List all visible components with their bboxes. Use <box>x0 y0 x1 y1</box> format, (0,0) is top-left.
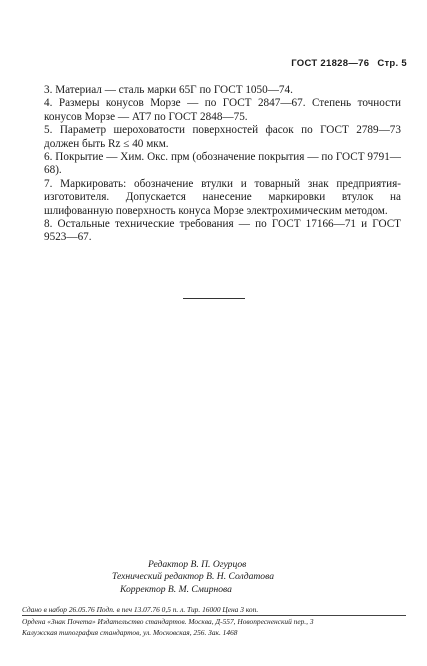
page-header <box>291 58 407 69</box>
paragraph-roughness: 5. Параметр шероховатости поверхностей фасок по ГОСТ 2789—73 должен быть Rz ≤ 40 мкм. <box>44 124 401 150</box>
paragraph-material: 3. Материал — сталь марки 65Г по ГОСТ 1050—74. <box>44 84 293 96</box>
standard-number: ГОСТ 21828—76 <box>291 58 370 69</box>
paragraph-marking: 7. Маркировать: обозначение втулки и товарный знак предприятия-изготовителя. Допускается нанесение маркировки втулок на шлифованную поверхность конуса Морзе электрохимическим методом. <box>44 177 401 217</box>
editor-credit: Редактор В. П. Огурцов <box>148 559 247 570</box>
requirements-text <box>44 84 401 245</box>
tech-editor-credit: Технический редактор В. Н. Солдатова <box>112 571 274 583</box>
imprint-printing-house: Калужская типография стандартов, ул. Московская, 256. Зак. 1468 <box>22 628 238 637</box>
paragraph-coating: 6. Покрытие — Хим. Окс. прм (обозначение покрытия — по ГОСТ 9791—68). <box>44 151 401 177</box>
page-number: Стр. 5 <box>377 58 407 69</box>
imprint-print-details: Сдано в набор 26.05.76 Подп. в печ 13.07.76 0,5 п. л. Тир. 16000 Цена 3 коп. <box>22 605 259 614</box>
paragraph-other-requirements: 8. Остальные технические требования — по ГОСТ 17166—71 и ГОСТ 9523—67. <box>44 218 401 244</box>
credits-block <box>112 559 274 596</box>
section-divider <box>183 298 245 299</box>
corrector-credit: Корректор В. М. Смирнова <box>120 583 232 595</box>
imprint-rule <box>22 615 406 616</box>
imprint-publisher: Ордена «Знак Почета» Издательство стандартов. Москва, Д-557, Новопресненский пер., 3 <box>22 617 314 626</box>
paragraph-morse-taper-sizes: 4. Размеры конусов Морзе — по ГОСТ 2847—67. Степень точности конусов Морзе — АТ7 по ГОСТ 2848—75. <box>44 97 401 123</box>
